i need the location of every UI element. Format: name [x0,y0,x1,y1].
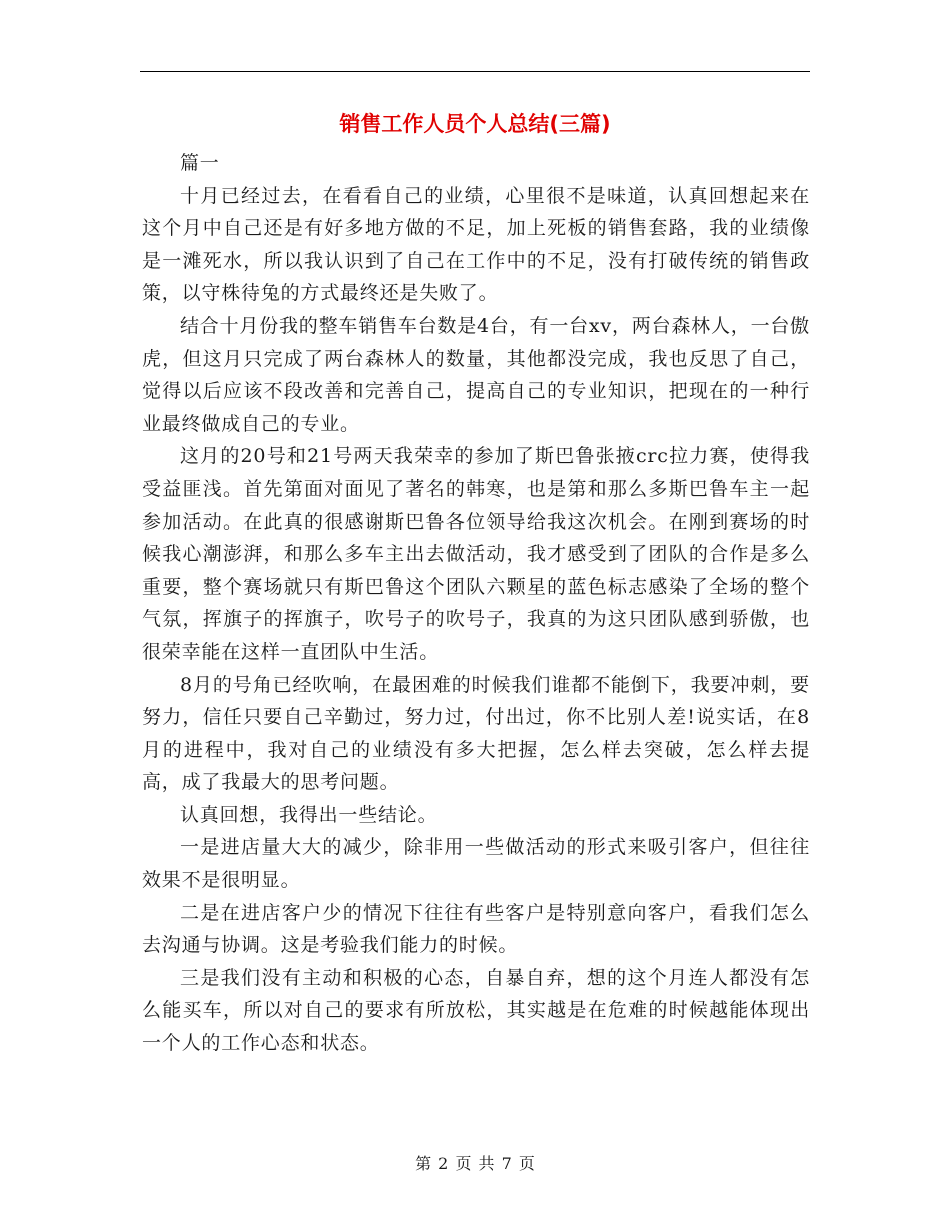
body-paragraph: 三是我们没有主动和积极的心态，自暴自弃，想的这个月连人都没有怎么能买车，所以对自己的要求有所放松，其实越是在危难的时候越能体现出一个人的工作心态和状态。 [142,966,810,1055]
section-heading: 篇一 [180,152,220,174]
header-rule [140,71,810,72]
body-paragraph: 十月已经过去，在看看自己的业绩，心里很不是味道，认真回想起来在这个月中自己还是有好多地方做的不足，加上死板的销售套路，我的业绩像是一滩死水，所以我认识到了自己在工作中的不足，没有打破传统的销售政策，以守株待兔的方式最终还是失败了。 [142,184,810,305]
body-paragraph: 一是进店量大大的减少，除非用一些做活动的形式来吸引客户，但往往效果不是很明显。 [142,836,810,892]
body-paragraph: 这月的20号和21号两天我荣幸的参加了斯巴鲁张掖crc拉力赛，使得我受益匪浅。首先第面对面见了著名的韩寒，也是第和那么多斯巴鲁车主一起参加活动。在此真的很感谢斯巴鲁各位领导给我这次机会。在刚到赛场的时候我心潮澎湃，和那么多车主出去做活动，我才感受到了团队的合作是多么重要，整个赛场就只有斯巴鲁这个团队六颗星的蓝色标志感染了全场的整个气氛，挥旗子的挥旗子，吹号子的吹号子，我真的为这只团队感到骄傲，也很荣幸能在这样一直团队中生活。 [142,445,810,663]
body-paragraph: 二是在进店客户少的情况下往往有些客户是特别意向客户，看我们怎么去沟通与协调。这是考验我们能力的时候。 [142,901,810,957]
body-paragraph: 8月的号角已经吹响，在最困难的时候我们谁都不能倒下，我要冲刺，要努力，信任只要自己辛勤过，努力过，付出过，你不比别人差!说实话，在8月的进程中，我对自己的业绩没有多大把握，怎么样去突破，怎么样去提高，成了我最大的思考问题。 [142,673,810,794]
body-paragraph: 认真回想，我得出一些结论。 [180,803,438,826]
page-number-footer: 第 2 页 共 7 页 [415,1154,535,1173]
document-body [142,147,810,1060]
body-paragraph: 结合十月份我的整车销售车台数是4台，有一台xv，两台森林人，一台傲虎，但这月只完成了两台森林人的数量，其他都没完成，我也反思了自己，觉得以后应该不段改善和完善自己，提高自己的专业知识，把现在的一种行业最终做成自己的专业。 [142,314,810,435]
document-title: 销售工作人员个人总结(三篇) [339,112,611,136]
